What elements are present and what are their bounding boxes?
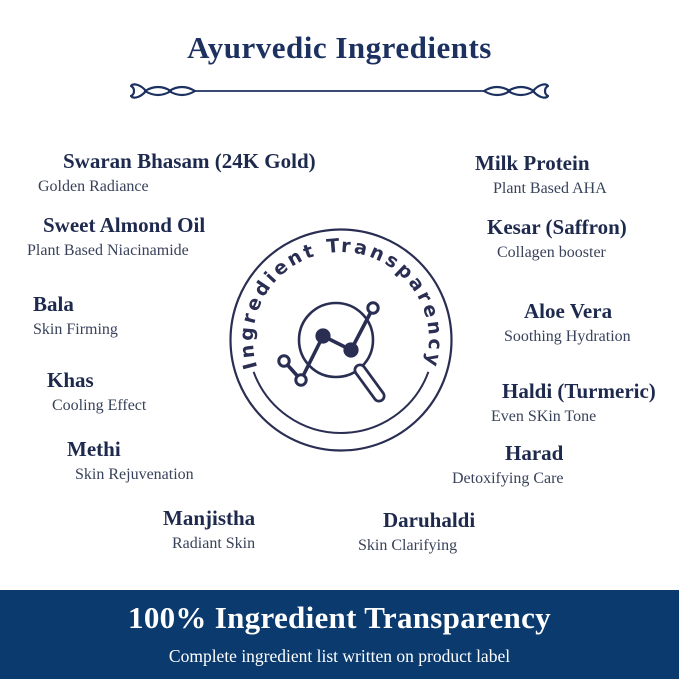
ingredient-name: Milk Protein bbox=[475, 151, 590, 175]
ingredient-name: Aloe Vera bbox=[524, 299, 613, 323]
ingredient-benefit: Golden Radiance bbox=[38, 178, 149, 195]
ingredient-item bbox=[452, 441, 564, 489]
ingredient-name: Methi bbox=[67, 437, 121, 461]
ingredient-item bbox=[47, 368, 146, 416]
ingredient-benefit: Skin Rejuvenation bbox=[75, 466, 194, 483]
ingredient-benefit: Soothing Hydration bbox=[504, 328, 631, 345]
ingredient-item bbox=[358, 508, 476, 556]
ingredient-item bbox=[491, 379, 656, 427]
ingredient-name: Manjistha bbox=[163, 506, 256, 530]
ornamental-divider bbox=[130, 80, 549, 102]
ingredient-benefit: Plant Based Niacinamide bbox=[27, 242, 189, 259]
ingredient-benefit: Radiant Skin bbox=[172, 535, 256, 552]
ingredient-item bbox=[504, 299, 631, 347]
ingredient-name: Sweet Almond Oil bbox=[43, 213, 206, 237]
ingredient-benefit: Collagen booster bbox=[497, 244, 606, 261]
ingredient-item bbox=[33, 292, 118, 340]
ingredient-benefit: Plant Based AHA bbox=[493, 180, 607, 197]
ingredient-benefit: Skin Firming bbox=[33, 321, 118, 338]
ingredient-item bbox=[163, 506, 255, 554]
badge-outer-circle bbox=[231, 230, 452, 451]
ingredient-item bbox=[67, 437, 194, 485]
ingredient-item bbox=[475, 151, 607, 199]
ingredient-name: Bala bbox=[33, 292, 74, 316]
ingredient-item bbox=[487, 215, 627, 263]
banner-headline: 100% Ingredient Transparency bbox=[128, 600, 551, 635]
ingredient-benefit: Skin Clarifying bbox=[358, 537, 458, 554]
ingredient-item bbox=[27, 213, 206, 261]
ingredient-name: Khas bbox=[47, 368, 94, 392]
ingredient-name: Haldi (Turmeric) bbox=[502, 379, 656, 403]
magnifier-chart-icon bbox=[279, 303, 379, 396]
page-title: Ayurvedic Ingredients bbox=[187, 30, 492, 65]
ingredient-item bbox=[38, 149, 316, 197]
ingredient-benefit: Detoxifying Care bbox=[452, 470, 564, 487]
ingredient-benefit: Cooling Effect bbox=[52, 397, 147, 414]
ingredient-name: Harad bbox=[505, 441, 564, 465]
banner-subtext: Complete ingredient list written on product label bbox=[168, 646, 511, 666]
transparency-banner bbox=[0, 590, 679, 679]
badge-bottom-arc bbox=[254, 372, 429, 433]
ingredient-name: Kesar (Saffron) bbox=[487, 215, 627, 239]
ingredient-name: Daruhaldi bbox=[383, 508, 476, 532]
ingredient-name: Swaran Bhasam (24K Gold) bbox=[63, 149, 316, 173]
badge-circular-text: Ingredient Transparency bbox=[235, 234, 447, 372]
ingredient-transparency-badge bbox=[229, 228, 453, 452]
ingredient-benefit: Even SKin Tone bbox=[491, 408, 597, 425]
